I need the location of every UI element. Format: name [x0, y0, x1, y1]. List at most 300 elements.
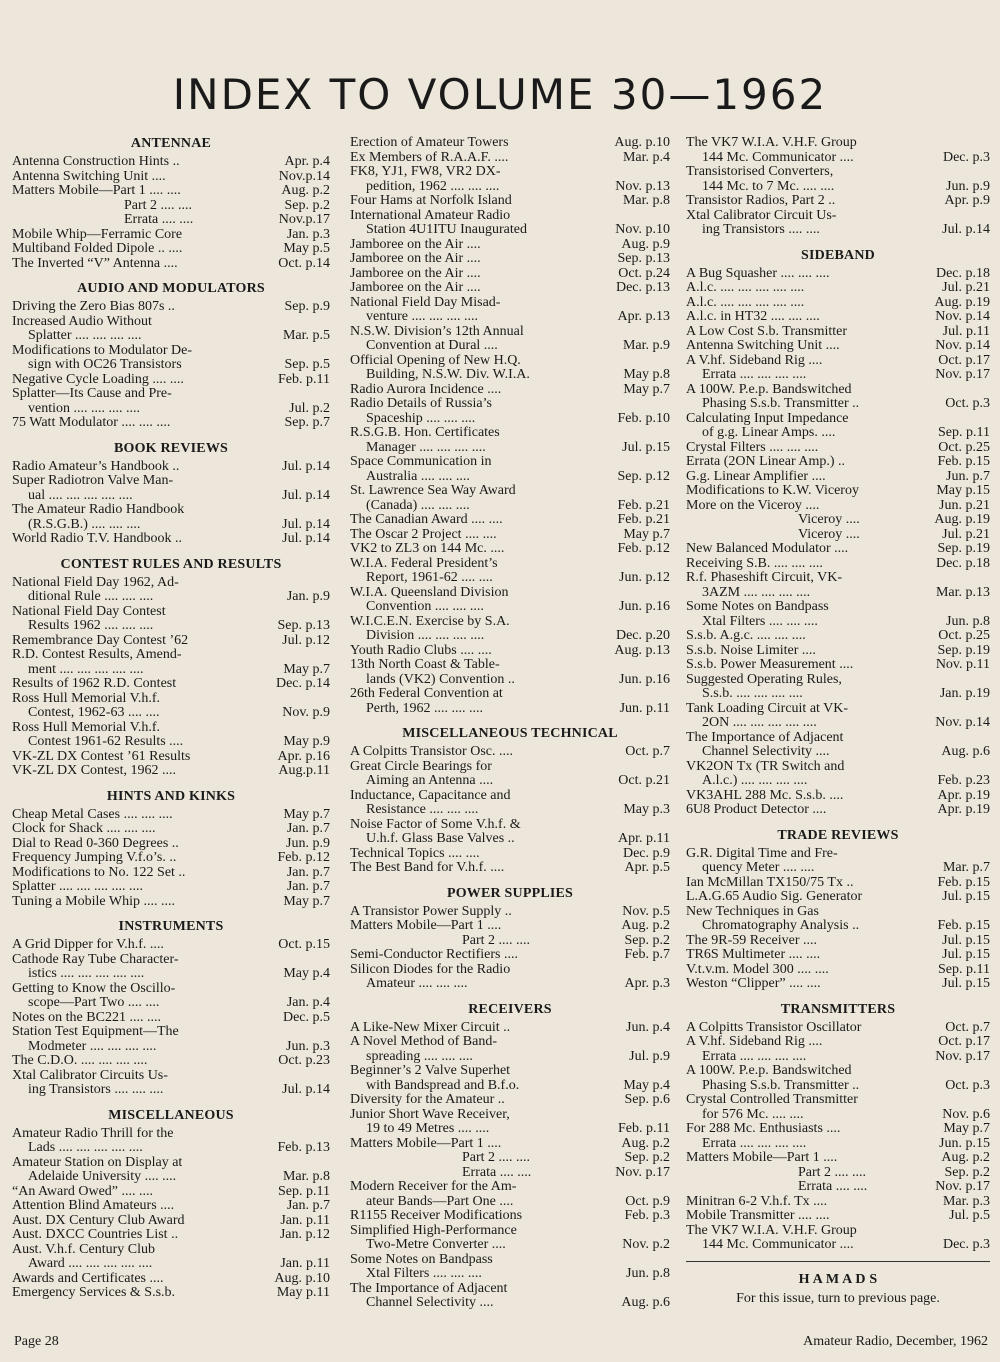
entry-reference: Nov. p.14: [935, 338, 990, 353]
index-entry: [686, 876, 990, 891]
index-entry: [12, 1185, 330, 1200]
entry-title: Ross Hull Memorial V.h.f.: [12, 690, 161, 706]
index-entry: [350, 1224, 670, 1239]
entry-title: Noise Factor of Some V.h.f. &: [350, 816, 521, 832]
index-entry: [350, 658, 670, 673]
entry-reference: Nov. p.14: [935, 309, 990, 324]
entry-title: Youth Radio Clubs .... ....: [350, 642, 492, 658]
entry-title: L.A.G.65 Audio Sig. Generator: [686, 889, 863, 904]
entry-title: For 288 Mc. Enthusiasts ....: [686, 1121, 841, 1136]
index-entry: [686, 1064, 990, 1079]
index-entry: [350, 209, 670, 224]
index-entry: [686, 368, 990, 383]
index-entry: [350, 339, 670, 354]
entry-reference: Oct. p.25: [938, 628, 990, 643]
entry-reference: Oct. p.25: [938, 439, 990, 455]
index-entry: [350, 397, 670, 412]
entry-title: The VK7 W.I.A. V.H.F. Group: [686, 135, 857, 150]
index-entry: [12, 460, 330, 475]
index-entry: [12, 735, 330, 750]
entry-title: Beginner’s 2 Valve Superhet: [350, 1063, 511, 1078]
entry-title: for 576 Mc. .... ....: [702, 1106, 804, 1122]
entry-title: Xtal Calibrator Circuits Us-: [12, 1067, 168, 1083]
entry-reference: Jan. p.19: [939, 686, 990, 701]
index-entry: [350, 267, 670, 282]
entry-title: Space Communication in: [350, 454, 492, 469]
index-entry: [686, 658, 990, 673]
entry-title: 19 to 49 Metres .... ....: [366, 1121, 490, 1136]
entry-reference: Feb. p.11: [618, 1121, 670, 1136]
index-entry: [686, 1238, 990, 1253]
index-entry: [12, 938, 330, 953]
entry-title: Some Notes on Bandpass: [350, 1251, 493, 1267]
index-entry: [686, 731, 990, 746]
entry-title: Convention .... .... ....: [366, 599, 484, 614]
entry-reference: Nov. p.11: [935, 657, 990, 672]
entry-title: Contest 1961-62 Results ....: [28, 734, 184, 749]
entry-reference: Sep. p.6: [624, 1092, 670, 1107]
entry-title: Mobile Transmitter .... ....: [686, 1208, 830, 1223]
entry-title: Remembrance Day Contest ’62: [12, 632, 189, 648]
entry-reference: Jun. p.7: [946, 468, 990, 484]
index-entry: [12, 663, 330, 678]
entry-reference: Oct. p.15: [278, 937, 330, 952]
entry-title: International Amateur Radio: [350, 207, 511, 223]
index-entry: [350, 296, 670, 311]
entry-reference: Sep. p.2: [284, 197, 330, 213]
index-entry: [12, 315, 330, 330]
entry-title: ing Transistors .... .... ....: [28, 1082, 164, 1097]
entry-reference: Aug. p.2: [621, 1135, 670, 1151]
index-entry: [12, 590, 330, 605]
entry-title: Awards and Certificates ....: [12, 1270, 164, 1286]
entry-title: “An Award Owed” .... ....: [12, 1183, 154, 1199]
index-entry: [12, 1243, 330, 1258]
entry-title: Notes on the BC221 .... ....: [12, 1009, 161, 1025]
entry-title: scope—Part Two .... ....: [28, 995, 160, 1010]
entry-title: Matters Mobile—Part 1 ....: [350, 1135, 502, 1151]
index-entry: [12, 257, 330, 272]
index-entry: [12, 532, 330, 547]
index-entry: [686, 687, 990, 702]
entry-reference: Oct. p.7: [945, 1019, 990, 1035]
entry-title: 75 Watt Modulator .... .... ....: [12, 415, 171, 430]
entry-reference: Jan. p.7: [286, 879, 330, 894]
entry-title: 2ON .... .... .... .... ....: [702, 715, 817, 730]
index-entry: [686, 209, 990, 224]
entry-reference: May p.5: [283, 241, 330, 256]
entry-reference: Oct. p.14: [278, 255, 330, 271]
index-entry: [350, 861, 670, 876]
entry-title: Cathode Ray Tube Character-: [12, 951, 179, 967]
entry-title: Amateur Station on Display at: [12, 1154, 183, 1170]
index-entry: [686, 136, 990, 151]
entry-title: Amateur .... .... ....: [366, 976, 468, 991]
entry-title: Transistor Radios, Part 2 ..: [686, 193, 836, 208]
entry-reference: Apr. p.11: [618, 831, 670, 846]
index-entry: [12, 967, 330, 982]
entry-title: Channel Selectivity ....: [702, 744, 830, 759]
index-entry: [12, 576, 330, 591]
entry-title: U.h.f. Glass Base Valves ..: [366, 831, 515, 846]
index-entry: [350, 368, 670, 383]
index-entry: [12, 706, 330, 721]
index-entry: [686, 890, 990, 905]
entry-reference: May p.3: [623, 802, 670, 817]
entry-reference: Feb. p.15: [937, 454, 990, 469]
index-entry: [350, 600, 670, 615]
entry-title: The C.D.O. .... .... .... ....: [12, 1053, 148, 1068]
entry-reference: Jan. p.7: [286, 864, 330, 880]
index-entry: [686, 455, 990, 470]
entry-reference: May p.7: [283, 661, 330, 677]
section-heading: POWER SUPPLIES: [446, 885, 574, 901]
entry-reference: Jul. p.14: [282, 531, 330, 546]
index-entry: [12, 996, 330, 1011]
entry-title: Errata .... ....: [124, 212, 194, 227]
index-entry: [350, 919, 670, 934]
index-entry: [12, 155, 330, 170]
index-entry: [350, 441, 670, 456]
entry-title: (R.S.G.B.) .... .... ....: [28, 516, 141, 532]
entry-reference: Nov. p.17: [935, 367, 990, 382]
entry-reference: Feb. p.12: [617, 541, 670, 556]
index-entry: [686, 861, 990, 876]
entry-title: Junior Short Wave Receiver,: [350, 1106, 510, 1122]
index-entry: [350, 412, 670, 427]
entry-title: The Importance of Adjacent: [350, 1280, 508, 1296]
index-entry: [686, 934, 990, 949]
entry-title: Division .... .... .... ....: [366, 628, 485, 643]
entry-title: Jamboree on the Air ....: [350, 251, 481, 266]
index-entry: [350, 1253, 670, 1268]
index-entry: [686, 557, 990, 572]
entry-title: Antenna Switching Unit ....: [12, 168, 166, 184]
entry-reference: May p.4: [283, 966, 330, 981]
entry-title: R.D. Contest Results, Amend-: [12, 647, 182, 662]
index-entry: [350, 963, 670, 978]
entry-reference: Aug. p.13: [614, 642, 670, 658]
entry-reference: Nov. p.9: [282, 705, 330, 720]
entry-reference: Mar. p.9: [622, 338, 670, 353]
entry-title: The Amateur Radio Handbook: [12, 502, 185, 517]
entry-reference: Sep. p.13: [277, 618, 330, 633]
entry-title: Cheap Metal Cases .... .... ....: [12, 806, 173, 822]
index-entry: [686, 716, 990, 731]
entry-reference: Mar. p.8: [622, 193, 670, 208]
index-entry: [12, 199, 330, 214]
entry-title: Aust. V.h.f. Century Club: [12, 1241, 155, 1257]
entry-title: Phasing S.s.b. Transmitter ..: [702, 1077, 860, 1093]
entry-title: Channel Selectivity ....: [366, 1295, 494, 1310]
index-entry: [686, 470, 990, 485]
entry-title: Semi-Conductor Rectifiers ....: [350, 947, 518, 962]
index-entry: [350, 789, 670, 804]
index-entry: [350, 194, 670, 209]
entry-reference: Jul. p.14: [282, 516, 330, 532]
entry-reference: Aug. p.2: [941, 1150, 990, 1165]
entry-reference: Jul. p.15: [942, 932, 990, 948]
section-heading: MISCELLANEOUS TECHNICAL: [402, 726, 618, 741]
index-entry: [12, 880, 330, 895]
index-entry: [350, 310, 670, 325]
index-entry: [12, 416, 330, 431]
index-entry: [350, 513, 670, 528]
index-entry: [12, 822, 330, 837]
entry-title: Matters Mobile—Part 1 .... ....: [12, 183, 181, 198]
entry-title: Errata .... .... .... ....: [702, 1135, 807, 1151]
entry-title: Diversity for the Amateur ..: [350, 1092, 505, 1107]
entry-reference: Nov. p.17: [935, 1179, 990, 1194]
entry-reference: Feb. p.3: [624, 1208, 670, 1223]
entry-reference: Oct. p.7: [625, 744, 670, 759]
entry-title: Multiband Folded Dipole .. ....: [12, 241, 183, 256]
entry-title: ing Transistors .... ....: [702, 222, 820, 237]
entry-reference: Aug. p.2: [621, 918, 670, 933]
entry-reference: May p.4: [623, 1077, 670, 1093]
entry-title: VK-ZL DX Contest, 1962 ....: [12, 763, 176, 778]
index-entry: [12, 648, 330, 663]
entry-title: Building, N.S.W. Div. W.I.A.: [366, 367, 530, 382]
index-entry: [12, 1127, 330, 1142]
index-entry: [686, 296, 990, 311]
entry-title: Jamboree on the Air ....: [350, 265, 481, 281]
entry-reference: Jul. p.11: [942, 323, 990, 339]
entry-title: Modifications to Modulator De-: [12, 342, 193, 358]
entry-title: Perth, 1962 .... .... ....: [366, 700, 484, 716]
index-entry: [12, 300, 330, 315]
entry-title: A 100W. P.e.p. Bandswitched: [686, 1063, 852, 1078]
entry-reference: Jan. p.11: [280, 1256, 330, 1271]
entry-title: Two-Metre Converter ....: [366, 1237, 506, 1252]
index-entry: [686, 673, 990, 688]
index-entry: [686, 165, 990, 180]
entry-title: Antenna Switching Unit ....: [686, 338, 840, 353]
index-entry: [686, 963, 990, 978]
index-entry: [686, 702, 990, 717]
entry-reference: Nov. p.13: [615, 178, 670, 194]
index-entry: [12, 358, 330, 373]
entry-reference: Dec. p.20: [615, 628, 670, 643]
entry-reference: Nov. p.14: [935, 715, 990, 730]
entry-reference: Feb. p.21: [617, 497, 670, 513]
entry-reference: May p.7: [283, 806, 330, 822]
entry-title: Crystal Controlled Transmitter: [686, 1092, 858, 1107]
index-entry: [12, 750, 330, 765]
index-entry: [350, 426, 670, 441]
entry-reference: Oct. p.3: [945, 1077, 990, 1093]
entry-title: Manager .... .... .... ....: [366, 439, 486, 455]
index-entry: [12, 242, 330, 257]
entry-reference: Dec. p.3: [942, 1237, 990, 1252]
index-entry: [350, 1064, 670, 1079]
entry-title: Lads .... .... .... .... ....: [28, 1140, 143, 1155]
index-entry: [12, 982, 330, 997]
entry-title: Radio Amateur’s Handbook ..: [12, 458, 180, 474]
entry-title: Great Circle Bearings for: [350, 758, 492, 774]
entry-title: St. Lawrence Sea Way Award: [350, 483, 516, 498]
entry-reference: Sep. p.19: [937, 642, 990, 658]
entry-title: Tank Loading Circuit at VK-: [686, 700, 849, 716]
entry-reference: Feb. p.7: [624, 947, 670, 962]
index-entry: [12, 605, 330, 620]
entry-reference: Oct. p.21: [618, 773, 670, 788]
entry-reference: Jun. p.8: [946, 613, 990, 629]
entry-reference: Nov. p.2: [622, 1237, 670, 1252]
entry-title: TR6S Multimeter .... ....: [686, 947, 821, 962]
index-entry: [350, 470, 670, 485]
index-entry: [686, 499, 990, 514]
entry-title: Spaceship .... .... ....: [366, 410, 476, 426]
index-entry: [350, 803, 670, 818]
entry-title: Part 2 .... ....: [462, 932, 531, 948]
entry-reference: Sep. p.5: [284, 357, 330, 372]
index-entry: [686, 441, 990, 456]
index-entry: [686, 1021, 990, 1036]
entry-title: V.t.v.m. Model 300 .... ....: [686, 961, 829, 977]
entry-reference: Jul. p.2: [289, 400, 330, 416]
entry-title: Results of 1962 R.D. Contest: [12, 676, 177, 691]
entry-reference: Jul. p.15: [942, 947, 990, 962]
entry-reference: Nov. p.17: [615, 1164, 670, 1180]
entry-title: VK2ON Tx (TR Switch and: [686, 758, 845, 774]
index-entry: [350, 136, 670, 151]
index-entry: [12, 1272, 330, 1287]
index-entry: [350, 383, 670, 398]
entry-title: Technical Topics .... ....: [350, 845, 480, 861]
entry-title: A Colpitts Transistor Osc. ....: [350, 744, 513, 759]
index-entry: [350, 1108, 670, 1123]
entry-reference: Dec. p.18: [935, 265, 990, 281]
entry-title: A Bug Squasher .... .... ....: [686, 265, 830, 281]
index-entry: [350, 934, 670, 949]
entry-title: R1155 Receiver Modifications: [350, 1208, 523, 1223]
index-entry: [350, 977, 670, 992]
index-entry: [686, 948, 990, 963]
entry-title: W.I.A. Federal President’s: [350, 555, 498, 571]
index-entry: [686, 426, 990, 441]
entry-title: Chromatography Analysis ..: [702, 918, 860, 933]
index-entry: [686, 644, 990, 659]
entry-title: FK8, YJ1, FW8, VR2 DX-: [350, 164, 501, 179]
index-entry: [350, 1166, 670, 1181]
entry-title: The 9R-59 Receiver ....: [686, 932, 818, 948]
publication-info: Amateur Radio, December, 1962: [803, 1334, 988, 1349]
index-entry: [12, 619, 330, 634]
index-entry: [686, 977, 990, 992]
entry-title: Weston “Clipper” .... ....: [686, 976, 821, 991]
entry-title: S.s.b. Noise Limiter ....: [686, 642, 816, 658]
entry-title: Results 1962 .... .... ....: [28, 618, 154, 633]
index-entry: [350, 818, 670, 833]
entry-title: Viceroy ....: [798, 512, 860, 527]
index-entry: [12, 489, 330, 504]
entry-title: New Balanced Modulator ....: [686, 541, 849, 556]
entry-reference: Apr. p.4: [284, 154, 330, 169]
entry-reference: Sep. p.7: [284, 415, 330, 430]
index-entry: [686, 1035, 990, 1050]
index-entry: [686, 513, 990, 528]
index-entry: [350, 325, 670, 340]
entry-reference: Mar. p.13: [935, 584, 990, 600]
entry-title: A Grid Dipper for V.h.f. ....: [12, 937, 164, 952]
entry-title: Contest, 1962-63 .... ....: [28, 705, 160, 720]
index-entry: [12, 764, 330, 779]
index-entry: [686, 571, 990, 586]
entry-title: The Inverted “V” Antenna ....: [12, 255, 178, 271]
entry-reference: Aug. p.10: [614, 135, 670, 150]
entry-title: Station 4U1ITU Inaugurated: [366, 222, 527, 237]
index-entry: [350, 1035, 670, 1050]
index-entry: [12, 1156, 330, 1171]
entry-title: A Transistor Power Supply ..: [350, 903, 512, 919]
entry-reference: Dec. p.3: [942, 149, 990, 165]
index-entry: [686, 151, 990, 166]
entry-title: Splatter—Its Cause and Pre-: [12, 386, 172, 401]
entry-title: R.f. Phaseshift Circuit, VK-: [686, 570, 843, 585]
entry-title: Inductance, Capacitance and: [350, 787, 511, 803]
entry-title: with Bandspread and B.f.o.: [366, 1077, 520, 1093]
entry-title: istics .... .... .... .... ....: [28, 966, 145, 981]
index-entry: [686, 847, 990, 862]
entry-reference: Apr. p.3: [624, 976, 670, 991]
entry-reference: Sep. p.11: [938, 961, 990, 977]
index-entry: [686, 600, 990, 615]
index-entry: [350, 615, 670, 630]
index-entry: [350, 1296, 670, 1311]
entry-reference: Jun. p.3: [286, 1038, 330, 1054]
entry-title: 3AZM .... .... .... ....: [702, 584, 811, 600]
entry-title: Adelaide University .... ....: [28, 1169, 177, 1184]
entry-reference: Dec. p.13: [615, 280, 670, 295]
entry-title: National Field Day Contest: [12, 603, 166, 619]
entry-title: Simplified High-Performance: [350, 1222, 517, 1238]
entry-reference: Jun. p.12: [619, 570, 670, 585]
entry-title: ment .... .... .... .... ....: [28, 661, 144, 677]
entry-title: G.g. Linear Amplifier ....: [686, 468, 826, 484]
entry-title: Driving the Zero Bias 807s ..: [12, 299, 175, 314]
page-number: Page 28: [14, 1334, 59, 1349]
index-entry: [350, 238, 670, 253]
entry-reference: May p.8: [623, 367, 670, 382]
index-entry: [686, 1224, 990, 1239]
entry-title: The Canadian Award .... ....: [350, 512, 503, 527]
index-entry: [350, 586, 670, 601]
index-entry: [12, 1083, 330, 1098]
entry-title: Ex Members of R.A.A.F. ....: [350, 149, 509, 165]
entry-title: A V.hf. Sideband Rig ....: [686, 352, 823, 368]
page-footer: [14, 1334, 988, 1350]
index-entry: [12, 213, 330, 228]
entry-reference: Feb. p.12: [277, 850, 330, 865]
entry-title: 26th Federal Convention at: [350, 686, 503, 701]
entry-title: Errata (2ON Linear Amp.) ..: [686, 454, 845, 469]
entry-reference: Mar. p.5: [282, 328, 330, 343]
entry-title: Xtal Filters .... .... ....: [366, 1266, 482, 1281]
index-entry: [686, 267, 990, 282]
entry-title: Ian McMillan TX150/75 Tx ..: [686, 874, 854, 890]
entry-title: Aust. DX Century Club Award: [12, 1212, 185, 1228]
entry-title: Splatter .... .... .... .... ....: [12, 879, 144, 894]
entry-reference: Nov. p.10: [615, 222, 670, 237]
entry-title: S.s.b. .... .... .... ....: [702, 686, 803, 701]
entry-reference: May p.15: [936, 483, 990, 498]
section-heading: TRANSMITTERS: [780, 1001, 896, 1017]
entry-title: Clock for Shack .... .... ....: [12, 821, 156, 836]
entry-reference: Feb. p.10: [617, 410, 670, 426]
entry-reference: Sep. p.11: [938, 425, 990, 440]
entry-title: venture .... .... .... ....: [366, 309, 478, 324]
